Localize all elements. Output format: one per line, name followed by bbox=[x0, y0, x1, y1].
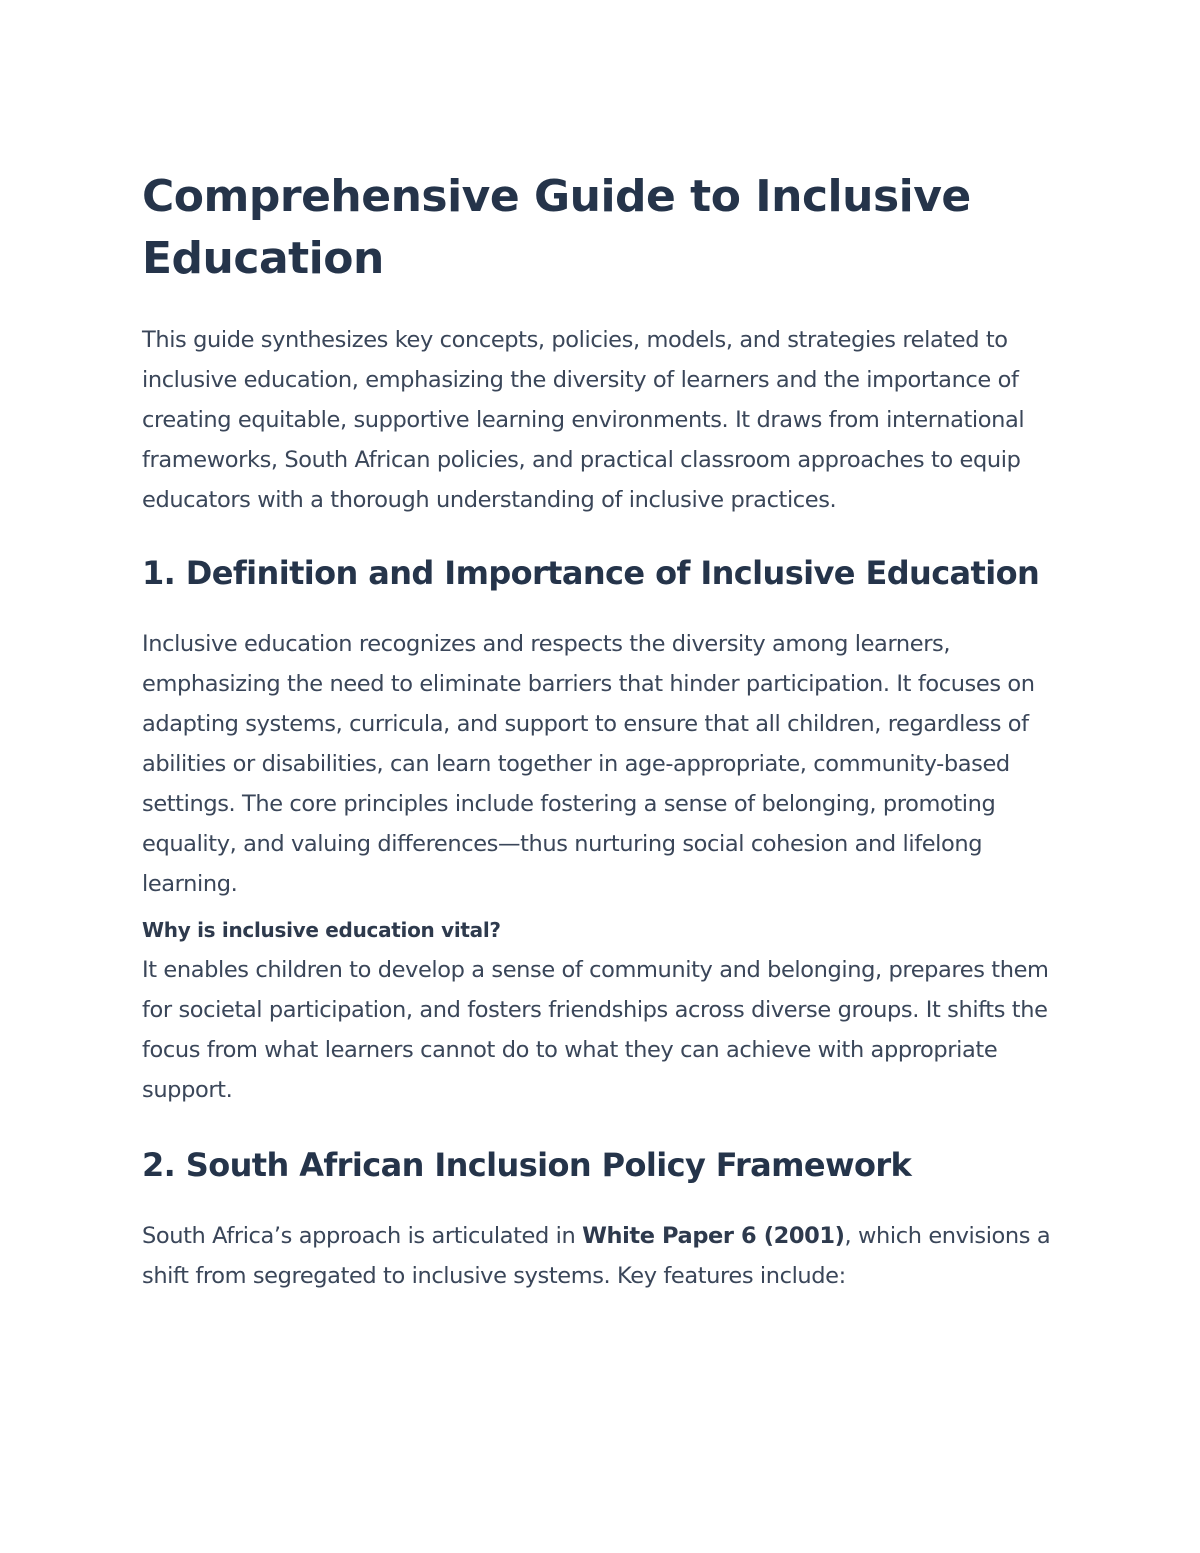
why-inclusive-paragraph: It enables children to develop a sense of community and belonging, prepares them for societal participation, and fosters friendships across diverse groups. It shifts the focus from what learners cannot do to what they can achieve with appropriate support. bbox=[142, 957, 1049, 1103]
section-2-paragraph bbox=[142, 1216, 1057, 1296]
white-paper-reference: White Paper 6 (2001) bbox=[582, 1223, 845, 1249]
section-2-text-after: , which envisions a shift from segregated to inclusive systems. Key features include: bbox=[142, 1223, 1051, 1289]
why-inclusive-label: Why is inclusive education vital? bbox=[142, 918, 501, 942]
intro-paragraph: This guide synthesizes key concepts, policies, models, and strategies related to inclusive education, emphasizing the diversity of learners and the importance of creating equitable, supportive learning environments. It draws from international frameworks, South African policies, and practical classroom approaches to equip educators with a thorough understanding of inclusive practices. bbox=[142, 327, 1025, 513]
section-2-text-before: South Africa’s approach is articulated in bbox=[142, 1223, 583, 1249]
section-1-heading: 1. Definition and Importance of Inclusive Education bbox=[142, 554, 1040, 592]
section-2-heading: 2. South African Inclusion Policy Framework bbox=[142, 1146, 912, 1184]
document-title: Comprehensive Guide to Inclusive Education bbox=[142, 171, 971, 284]
document-page bbox=[142, 166, 1057, 1296]
section-1-paragraph: Inclusive education recognizes and respects the diversity among learners, emphasizing the need to eliminate barriers that hinder participation. It focuses on adapting systems, curricula, and support to ensure that all children, regardless of abilities or disabilities, can learn together in age-appropriate, community-based settings. The core principles include fostering a sense of belonging, promoting equality, and valuing differences—thus nurturing social cohesion and lifelong learning. bbox=[142, 631, 1035, 897]
